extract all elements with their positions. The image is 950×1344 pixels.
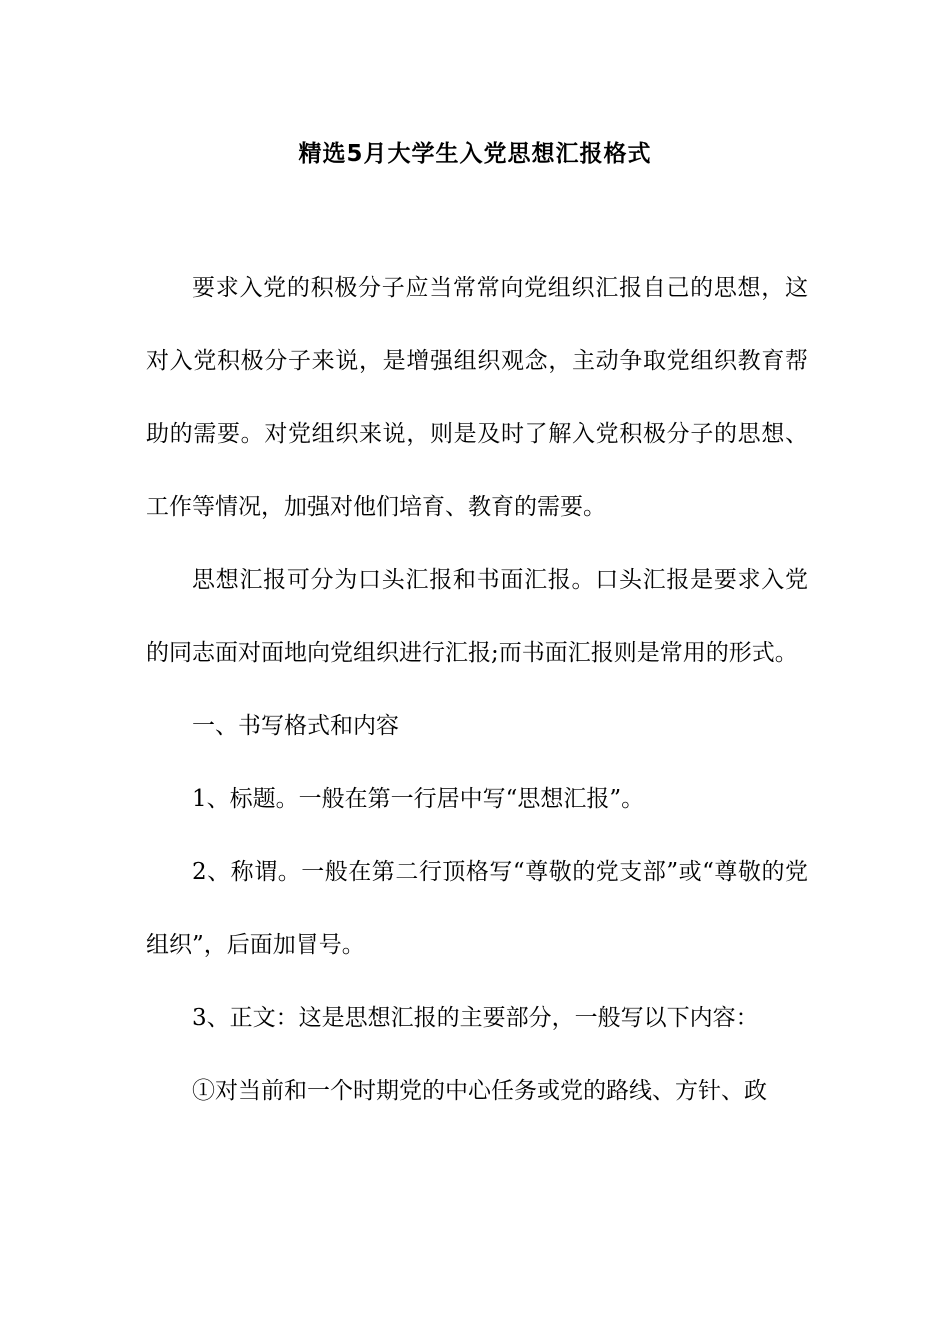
list-item-body: 3、正文：这是思想汇报的主要部分，一般写以下内容： <box>192 1005 759 1031</box>
section-heading-format: 一、书写格式和内容 <box>192 713 399 739</box>
paragraph-intro: 要求入党的积极分子应当常常向党组织汇报自己的思想，这对入党积极分子来说，是增强组织观念，主动争取党组织教育帮助的需要。对党组织来说，则是及时了解入党积极分子的思想、工作等情况，加强对他们培育、教育的需要。 <box>146 275 808 520</box>
document-title: 精选5月大学生入党思想汇报格式 <box>298 141 652 167</box>
list-item-title: 1、标题。一般在第一行居中写“思想汇报”。 <box>192 786 645 812</box>
sub-item-policy: ①对当前和一个时期党的中心任务或党的路线、方针、政 <box>192 1078 767 1104</box>
list-item-salutation: 2、称谓。一般在第二行顶格写“尊敬的党支部”或“尊敬的党组织”，后面加冒号。 <box>146 859 808 958</box>
document-body <box>146 252 808 1128</box>
paragraph-report-types: 思想汇报可分为口头汇报和书面汇报。口头汇报是要求入党的同志面对面地向党组织进行汇报;而书面汇报则是常用的形式。 <box>146 567 808 666</box>
